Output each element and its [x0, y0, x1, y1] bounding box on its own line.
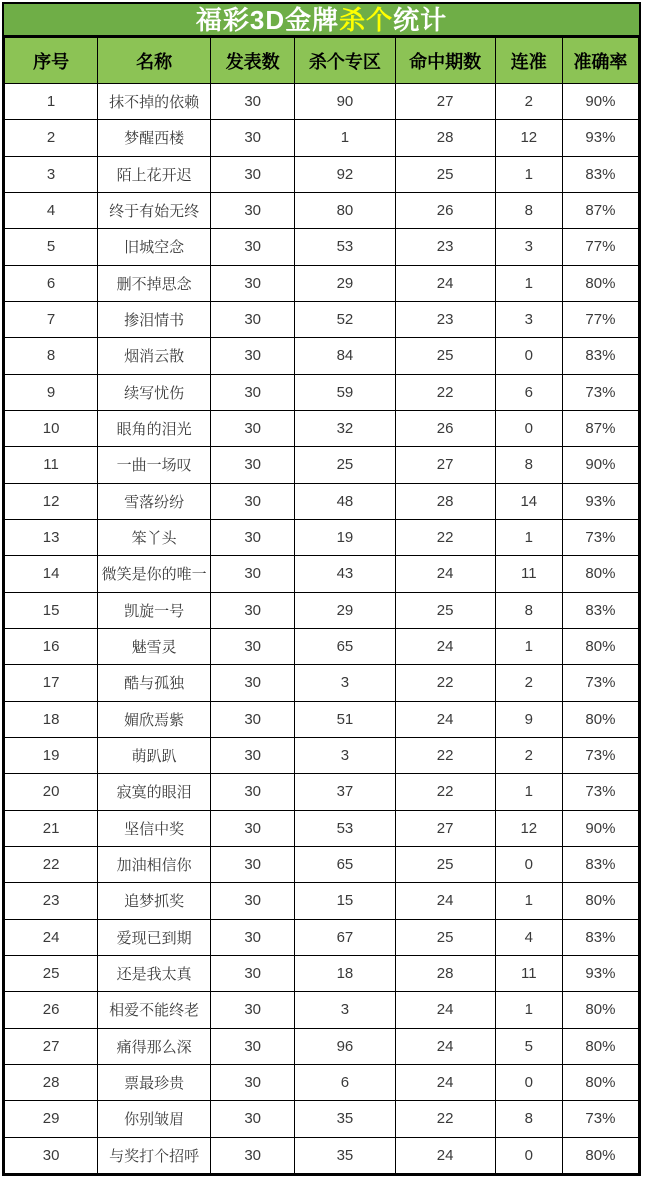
cell-accuracy: 93%	[562, 120, 638, 156]
cell-index: 17	[5, 665, 98, 701]
cell-streak: 1	[495, 883, 562, 919]
stats-table	[4, 37, 639, 1174]
cell-kill-zone: 35	[295, 1101, 395, 1137]
column-header-kill-zone: 杀个专区	[295, 38, 395, 84]
cell-accuracy: 83%	[562, 592, 638, 628]
cell-name: 旧城空念	[98, 229, 211, 265]
cell-published-count: 30	[211, 774, 295, 810]
cell-name: 你别皱眉	[98, 1101, 211, 1137]
cell-accuracy: 73%	[562, 374, 638, 410]
table-row	[5, 737, 639, 773]
cell-index: 14	[5, 556, 98, 592]
cell-name: 删不掉思念	[98, 265, 211, 301]
cell-published-count: 30	[211, 84, 295, 120]
cell-published-count: 30	[211, 1064, 295, 1100]
cell-published-count: 30	[211, 665, 295, 701]
cell-streak: 9	[495, 701, 562, 737]
cell-published-count: 30	[211, 519, 295, 555]
cell-published-count: 30	[211, 628, 295, 664]
cell-name: 还是我太真	[98, 955, 211, 991]
cell-kill-zone: 29	[295, 592, 395, 628]
cell-index: 25	[5, 955, 98, 991]
cell-hit-periods: 22	[395, 1101, 495, 1137]
cell-published-count: 30	[211, 846, 295, 882]
table-row	[5, 1064, 639, 1100]
cell-published-count: 30	[211, 447, 295, 483]
column-header-streak: 连准	[495, 38, 562, 84]
cell-hit-periods: 25	[395, 919, 495, 955]
cell-streak: 0	[495, 1137, 562, 1173]
cell-index: 24	[5, 919, 98, 955]
cell-accuracy: 90%	[562, 84, 638, 120]
cell-hit-periods: 24	[395, 1028, 495, 1064]
cell-kill-zone: 3	[295, 665, 395, 701]
cell-name: 雪落纷纷	[98, 483, 211, 519]
cell-hit-periods: 24	[395, 992, 495, 1028]
cell-kill-zone: 3	[295, 737, 395, 773]
cell-kill-zone: 80	[295, 192, 395, 228]
cell-streak: 8	[495, 592, 562, 628]
cell-hit-periods: 25	[395, 592, 495, 628]
table-row	[5, 701, 639, 737]
cell-streak: 1	[495, 628, 562, 664]
table-body	[5, 84, 639, 1174]
cell-streak: 11	[495, 955, 562, 991]
column-header-accuracy: 准确率	[562, 38, 638, 84]
table-row	[5, 120, 639, 156]
cell-streak: 2	[495, 665, 562, 701]
title-highlight: 杀个	[339, 4, 394, 35]
table-row	[5, 338, 639, 374]
cell-published-count: 30	[211, 192, 295, 228]
cell-hit-periods: 28	[395, 955, 495, 991]
cell-streak: 12	[495, 810, 562, 846]
cell-streak: 5	[495, 1028, 562, 1064]
cell-index: 18	[5, 701, 98, 737]
cell-index: 5	[5, 229, 98, 265]
cell-index: 9	[5, 374, 98, 410]
cell-streak: 1	[495, 992, 562, 1028]
cell-name: 加油相信你	[98, 846, 211, 882]
cell-index: 1	[5, 84, 98, 120]
cell-index: 28	[5, 1064, 98, 1100]
title-prefix: 福彩3D金牌	[195, 4, 340, 35]
cell-published-count: 30	[211, 120, 295, 156]
cell-streak: 6	[495, 374, 562, 410]
cell-index: 7	[5, 301, 98, 337]
table-row	[5, 628, 639, 664]
table-row	[5, 410, 639, 446]
cell-accuracy: 80%	[562, 628, 638, 664]
cell-index: 21	[5, 810, 98, 846]
cell-accuracy: 83%	[562, 338, 638, 374]
table-row	[5, 774, 639, 810]
cell-streak: 0	[495, 846, 562, 882]
cell-streak: 4	[495, 919, 562, 955]
table-row	[5, 374, 639, 410]
cell-streak: 1	[495, 265, 562, 301]
cell-accuracy: 83%	[562, 156, 638, 192]
cell-streak: 3	[495, 229, 562, 265]
cell-hit-periods: 23	[395, 229, 495, 265]
cell-streak: 8	[495, 192, 562, 228]
cell-streak: 8	[495, 1101, 562, 1137]
column-header-name: 名称	[98, 38, 211, 84]
cell-streak: 2	[495, 84, 562, 120]
cell-kill-zone: 53	[295, 229, 395, 265]
cell-kill-zone: 15	[295, 883, 395, 919]
cell-hit-periods: 24	[395, 1137, 495, 1173]
cell-accuracy: 73%	[562, 1101, 638, 1137]
cell-kill-zone: 96	[295, 1028, 395, 1064]
cell-accuracy: 80%	[562, 265, 638, 301]
cell-published-count: 30	[211, 556, 295, 592]
cell-hit-periods: 25	[395, 846, 495, 882]
cell-index: 20	[5, 774, 98, 810]
cell-accuracy: 83%	[562, 846, 638, 882]
cell-accuracy: 90%	[562, 447, 638, 483]
cell-streak: 1	[495, 774, 562, 810]
cell-published-count: 30	[211, 301, 295, 337]
cell-name: 续写忧伤	[98, 374, 211, 410]
cell-hit-periods: 22	[395, 737, 495, 773]
cell-hit-periods: 27	[395, 447, 495, 483]
cell-streak: 0	[495, 338, 562, 374]
cell-name: 寂寞的眼泪	[98, 774, 211, 810]
cell-kill-zone: 43	[295, 556, 395, 592]
cell-published-count: 30	[211, 1101, 295, 1137]
cell-hit-periods: 24	[395, 556, 495, 592]
table-row	[5, 592, 639, 628]
cell-kill-zone: 32	[295, 410, 395, 446]
cell-published-count: 30	[211, 810, 295, 846]
cell-name: 追梦抓奖	[98, 883, 211, 919]
cell-streak: 1	[495, 519, 562, 555]
cell-published-count: 30	[211, 701, 295, 737]
cell-streak: 2	[495, 737, 562, 773]
cell-published-count: 30	[211, 338, 295, 374]
cell-kill-zone: 53	[295, 810, 395, 846]
cell-index: 6	[5, 265, 98, 301]
cell-hit-periods: 22	[395, 519, 495, 555]
column-header-index: 序号	[5, 38, 98, 84]
cell-kill-zone: 65	[295, 846, 395, 882]
cell-kill-zone: 29	[295, 265, 395, 301]
cell-hit-periods: 25	[395, 338, 495, 374]
cell-accuracy: 80%	[562, 1064, 638, 1100]
cell-name: 酷与孤独	[98, 665, 211, 701]
cell-accuracy: 73%	[562, 519, 638, 555]
cell-published-count: 30	[211, 410, 295, 446]
cell-kill-zone: 92	[295, 156, 395, 192]
cell-name: 终于有始无终	[98, 192, 211, 228]
cell-kill-zone: 48	[295, 483, 395, 519]
cell-kill-zone: 65	[295, 628, 395, 664]
cell-name: 梦醒西楼	[98, 120, 211, 156]
cell-published-count: 30	[211, 919, 295, 955]
cell-name: 烟消云散	[98, 338, 211, 374]
cell-index: 29	[5, 1101, 98, 1137]
cell-accuracy: 73%	[562, 665, 638, 701]
cell-streak: 3	[495, 301, 562, 337]
cell-index: 16	[5, 628, 98, 664]
cell-published-count: 30	[211, 1028, 295, 1064]
cell-accuracy: 80%	[562, 1028, 638, 1064]
cell-accuracy: 83%	[562, 919, 638, 955]
cell-hit-periods: 28	[395, 483, 495, 519]
cell-accuracy: 80%	[562, 556, 638, 592]
cell-name: 陌上花开迟	[98, 156, 211, 192]
stats-panel	[2, 2, 641, 1176]
cell-index: 13	[5, 519, 98, 555]
cell-name: 相爱不能终老	[98, 992, 211, 1028]
cell-index: 27	[5, 1028, 98, 1064]
cell-index: 15	[5, 592, 98, 628]
cell-kill-zone: 25	[295, 447, 395, 483]
table-row	[5, 846, 639, 882]
table-row	[5, 955, 639, 991]
table-row	[5, 519, 639, 555]
table-row	[5, 84, 639, 120]
cell-index: 4	[5, 192, 98, 228]
cell-streak: 12	[495, 120, 562, 156]
cell-hit-periods: 22	[395, 374, 495, 410]
cell-index: 8	[5, 338, 98, 374]
table-row	[5, 556, 639, 592]
cell-streak: 1	[495, 156, 562, 192]
cell-index: 3	[5, 156, 98, 192]
cell-name: 抹不掉的依赖	[98, 84, 211, 120]
table-row	[5, 665, 639, 701]
cell-kill-zone: 35	[295, 1137, 395, 1173]
cell-kill-zone: 90	[295, 84, 395, 120]
table-row	[5, 265, 639, 301]
cell-accuracy: 77%	[562, 301, 638, 337]
cell-kill-zone: 18	[295, 955, 395, 991]
table-row	[5, 156, 639, 192]
header-row	[5, 38, 639, 84]
cell-accuracy: 77%	[562, 229, 638, 265]
cell-index: 2	[5, 120, 98, 156]
cell-hit-periods: 27	[395, 810, 495, 846]
cell-index: 11	[5, 447, 98, 483]
cell-streak: 8	[495, 447, 562, 483]
cell-hit-periods: 22	[395, 774, 495, 810]
cell-kill-zone: 37	[295, 774, 395, 810]
table-row	[5, 192, 639, 228]
cell-name: 一曲一场叹	[98, 447, 211, 483]
cell-name: 媚欣焉紫	[98, 701, 211, 737]
table-row	[5, 447, 639, 483]
cell-accuracy: 87%	[562, 192, 638, 228]
column-header-hit-periods: 命中期数	[395, 38, 495, 84]
cell-published-count: 30	[211, 1137, 295, 1173]
cell-name: 与奖打个招呼	[98, 1137, 211, 1173]
cell-accuracy: 80%	[562, 701, 638, 737]
cell-published-count: 30	[211, 992, 295, 1028]
cell-index: 30	[5, 1137, 98, 1173]
cell-kill-zone: 67	[295, 919, 395, 955]
cell-streak: 11	[495, 556, 562, 592]
cell-name: 眼角的泪光	[98, 410, 211, 446]
cell-published-count: 30	[211, 592, 295, 628]
cell-name: 微笑是你的唯一	[98, 556, 211, 592]
cell-kill-zone: 59	[295, 374, 395, 410]
cell-hit-periods: 24	[395, 265, 495, 301]
cell-published-count: 30	[211, 265, 295, 301]
cell-hit-periods: 25	[395, 156, 495, 192]
cell-name: 票最珍贵	[98, 1064, 211, 1100]
column-header-published: 发表数	[211, 38, 295, 84]
title-suffix: 统计	[393, 4, 448, 35]
cell-accuracy: 80%	[562, 1137, 638, 1173]
cell-index: 23	[5, 883, 98, 919]
cell-index: 10	[5, 410, 98, 446]
table-row	[5, 229, 639, 265]
cell-name: 笨丫头	[98, 519, 211, 555]
cell-accuracy: 90%	[562, 810, 638, 846]
cell-published-count: 30	[211, 483, 295, 519]
table-row	[5, 301, 639, 337]
table-row	[5, 992, 639, 1028]
table-row	[5, 1028, 639, 1064]
cell-index: 22	[5, 846, 98, 882]
cell-accuracy: 93%	[562, 955, 638, 991]
table-row	[5, 919, 639, 955]
cell-kill-zone: 6	[295, 1064, 395, 1100]
cell-kill-zone: 84	[295, 338, 395, 374]
table-row	[5, 810, 639, 846]
cell-published-count: 30	[211, 955, 295, 991]
cell-hit-periods: 22	[395, 665, 495, 701]
cell-name: 萌趴趴	[98, 737, 211, 773]
cell-kill-zone: 3	[295, 992, 395, 1028]
cell-kill-zone: 1	[295, 120, 395, 156]
cell-streak: 0	[495, 410, 562, 446]
cell-name: 痛得那么深	[98, 1028, 211, 1064]
cell-published-count: 30	[211, 374, 295, 410]
cell-hit-periods: 24	[395, 883, 495, 919]
cell-name: 坚信中奖	[98, 810, 211, 846]
page-title	[4, 4, 639, 37]
cell-name: 凯旋一号	[98, 592, 211, 628]
cell-hit-periods: 26	[395, 410, 495, 446]
table-row	[5, 1137, 639, 1173]
cell-kill-zone: 51	[295, 701, 395, 737]
cell-accuracy: 87%	[562, 410, 638, 446]
table-row	[5, 883, 639, 919]
cell-hit-periods: 26	[395, 192, 495, 228]
table-row	[5, 483, 639, 519]
cell-hit-periods: 24	[395, 628, 495, 664]
cell-hit-periods: 28	[395, 120, 495, 156]
cell-kill-zone: 19	[295, 519, 395, 555]
cell-published-count: 30	[211, 737, 295, 773]
cell-name: 魅雪灵	[98, 628, 211, 664]
cell-name: 掺泪情书	[98, 301, 211, 337]
cell-streak: 14	[495, 483, 562, 519]
cell-accuracy: 80%	[562, 992, 638, 1028]
cell-hit-periods: 23	[395, 301, 495, 337]
cell-name: 爱现已到期	[98, 919, 211, 955]
cell-kill-zone: 52	[295, 301, 395, 337]
cell-hit-periods: 24	[395, 1064, 495, 1100]
cell-accuracy: 93%	[562, 483, 638, 519]
cell-streak: 0	[495, 1064, 562, 1100]
cell-index: 12	[5, 483, 98, 519]
cell-published-count: 30	[211, 883, 295, 919]
cell-index: 26	[5, 992, 98, 1028]
cell-accuracy: 73%	[562, 774, 638, 810]
cell-index: 19	[5, 737, 98, 773]
cell-hit-periods: 24	[395, 701, 495, 737]
cell-accuracy: 80%	[562, 883, 638, 919]
cell-published-count: 30	[211, 229, 295, 265]
cell-published-count: 30	[211, 156, 295, 192]
table-row	[5, 1101, 639, 1137]
cell-hit-periods: 27	[395, 84, 495, 120]
cell-accuracy: 73%	[562, 737, 638, 773]
